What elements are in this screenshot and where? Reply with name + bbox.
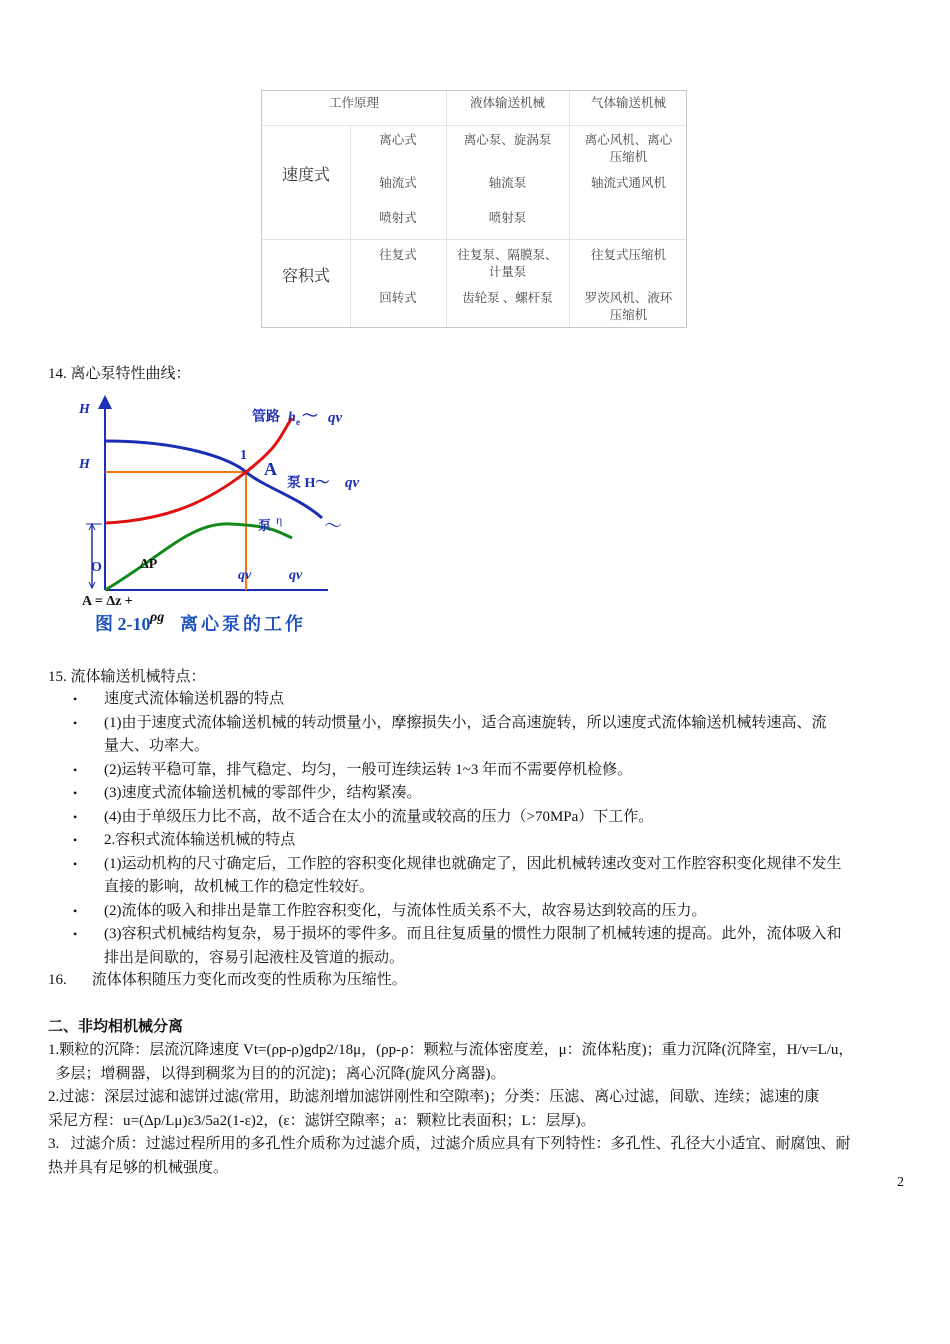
pump-characteristic-figure [70,390,380,640]
list-item: • (3)容积式机械结构复杂，易于损坏的零件多。而且往复质量的惯性力限制了机械转速的提高。此外，流体吸入和 排出是间歇的，容易引起液柱及管道的振动。 [70,923,910,970]
bullet-icon: • [73,833,78,847]
section-16-text: 流体体积随压力变化而改变的性质称为压缩性。 [91,972,407,988]
paragraph-sedimentation: 1.颗粒的沉降：层流沉降速度 Vt=(ρp-ρ)gdp2/18μ，(ρp-ρ：颗粒与流体密度差，μ：流体粘度)；重力沉降(沉降室，H/v=L/u， 多层；增稠器，以得到稠浆为目的的沉淀)；离心沉降(旋风分离器)。 [48,1042,854,1082]
qv-operating-label: qv [238,568,252,583]
section-15-bullets [70,688,910,970]
table-cell-type: 往复式 [379,248,417,262]
list-item: • 速度式流体输送机器的特点 [70,688,910,712]
pump-curve-qv: qv [345,475,360,491]
section-16 [48,969,407,991]
table-cell-type: 离心式 [379,133,417,147]
table-cell-gas: 轴流式通风机 [590,176,666,190]
formula-denominator: ρg [150,610,165,625]
table-cell-liquid: 轴流泵 [488,176,527,190]
pump-curve-label: 泵 H～ [287,476,330,491]
bullet-icon: • [73,927,78,941]
figure-caption-text: 离心泵的工作 [180,614,306,634]
table-header-cell: 液体输送机械 [469,96,545,110]
figure-caption-number: 图 2-10 [95,614,151,634]
section-2-heading: 二、非均相机械分离 [48,1018,184,1035]
point-number-label: 1 [240,448,247,463]
bullet-icon: • [73,856,78,871]
point-a-label: A [264,459,277,479]
section-15-title: 15. 流体输送机械特点： [48,669,206,685]
bullet-icon: • [73,809,78,824]
table-cell-type: 回转式 [379,291,417,305]
table-cell-liquid: 往复泵、隔膜泵、 [457,248,558,262]
table-cell-type: 轴流式 [379,176,417,190]
pipe-label-qv: qv [328,410,343,426]
table-header-cell: 工作原理 [328,96,379,110]
bullet-icon: • [73,762,78,777]
section-14-title: 14. 离心泵特性曲线： [48,366,191,382]
formula-label: A = Δz + [82,594,133,609]
table-cell-gas: 压缩机 [609,308,648,322]
efficiency-curve [105,524,292,590]
efficiency-tilde: ～ [324,516,342,536]
paragraph-filter-media: 3. 过滤介质：过滤过程所用的多孔性介质称为过滤介质，过滤介质应具有下列特性：多孔性、孔径大小适宜、耐腐蚀、耐 热并具有足够的机械强度。 [48,1136,851,1176]
table-cell-type: 喷射式 [379,211,417,225]
list-item: • 2.容积式流体输送机械的特点 [70,829,910,853]
section-16-number: 16. [48,972,67,988]
table-cell-liquid: 离心泵、旋涡泵 [463,133,552,147]
table-header-divider [262,125,686,126]
pipe-label-text: 管路 [252,410,280,425]
list-item: • (1)运动机构的尺寸确定后，工作腔的容积变化规律也就确定了，因此机械转速改变对工作腔容积变化规律不发生 直接的影响，故机械工作的稳定性较好。 [70,853,910,900]
y-axis-label: H [79,402,90,417]
machine-classification-table [261,90,687,328]
list-item: • (4)由于单级压力比不高，故不适合在太小的流量或较高的压力（>70MPa）下工作。 [70,806,910,830]
table-group-divider [262,239,350,240]
table-group-label: 速度式 [281,167,330,184]
table-group-label: 容积式 [281,268,330,285]
list-item: • (3)速度式流体输送机械的零部件少，结构紧凑。 [70,782,910,806]
table-cell-gas: 往复式压缩机 [590,248,666,262]
origin-label: O [91,560,102,575]
bullet-icon: • [73,903,78,918]
efficiency-symbol: η [276,513,283,527]
page-number: 2 [897,1175,904,1190]
bullet-icon: • [73,715,78,730]
pipe-label-symbol: h [288,410,296,425]
table-cell-liquid: 喷射泵 [488,211,527,225]
paragraph-filtration: 2.过滤：深层过滤和滤饼过滤(常用，助滤剂增加滤饼刚性和空隙率)；分类：压滤、离心过滤，间歇、连续；滤速的康 采尼方程：u=(Δp/Lμ)ε3/5a2(1-ε)2，(ε：滤饼空隙率；a：颗粒比表面积；L：层厚)。 [48,1089,820,1129]
table-cell-gas: 离心风机、离心 [584,133,673,147]
table-group-divider [350,239,686,240]
efficiency-label: 泵 [258,518,272,533]
table-cell-gas: 压缩机 [609,150,648,164]
x-axis-label: qv [289,568,303,583]
delta-p-label: ΔP [140,557,158,572]
pipe-label-tilde: ～ [302,408,319,425]
h-operating-label: H [79,457,90,472]
list-item: • (1)由于速度式流体输送机械的转动惯量小，摩擦损失小，适合高速旋转，所以速度式流体输送机械转速高、流 量大、功率大。 [70,712,910,759]
list-item: • (2)运转平稳可靠，排气稳定、均匀，一般可连续运转 1~3 年而不需要停机检修。 [70,759,910,783]
table-header-cell: 气体输送机械 [590,96,666,110]
table-cell-gas: 罗茨风机、液环 [584,291,673,305]
list-item: • (2)流体的吸入和排出是靠工作腔容积变化，与流体性质关系不大，故容易达到较高的压力。 [70,900,910,924]
bullet-icon: • [73,692,78,706]
table-cell-liquid: 齿轮泵 、螺杆泵 [462,291,553,305]
pipe-label-subscript: e [296,417,300,427]
bullet-icon: • [73,786,78,800]
table-cell-liquid: 计量泵 [488,265,527,279]
